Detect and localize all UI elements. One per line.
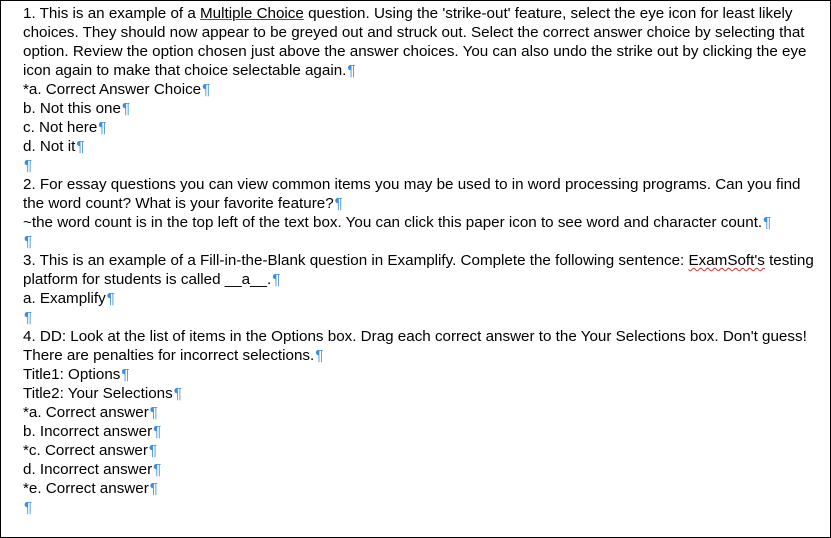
question-4-stem: [23, 327, 823, 365]
choice-text: d. Incorrect answer: [23, 461, 153, 478]
question-2-number: 2.: [23, 176, 36, 193]
question-1-choice-c: [23, 118, 823, 137]
pilcrow-icon: ¶: [24, 499, 33, 516]
empty-paragraph: [23, 156, 823, 175]
question-1-number: 1.: [23, 5, 36, 22]
pilcrow-icon: ¶: [347, 62, 356, 79]
question-1-choice-b: [23, 99, 823, 118]
pilcrow-icon: ¶: [121, 366, 130, 383]
pilcrow-icon: ¶: [173, 385, 182, 402]
choice-text: *e. Correct answer: [23, 480, 149, 497]
choice-text: a. Examplify: [23, 290, 106, 307]
empty-paragraph: [23, 232, 823, 251]
question-4-choice-b: [23, 422, 823, 441]
pilcrow-icon: ¶: [202, 81, 211, 98]
choice-text: b. Incorrect answer: [23, 423, 153, 440]
question-3-choice-a: [23, 289, 823, 308]
choice-text: d. Not it: [23, 138, 76, 155]
title-text: Title1: Options: [23, 366, 121, 383]
answer-text: ~the word count is in the top left of the text box. You can click this paper icon to see word and character count.: [23, 214, 763, 231]
question-3-text-b: testing platform for students is called __a__.: [23, 252, 814, 288]
question-4-title-2: [23, 384, 823, 403]
pilcrow-icon: ¶: [98, 119, 107, 136]
question-1-choice-a: [23, 80, 823, 99]
pilcrow-icon: ¶: [148, 442, 158, 459]
question-4-text: DD: Look at the list of items in the Options box. Drag each correct answer to the Your Selections box. Don't guess! There are penalties for incorrect selections.: [23, 328, 807, 364]
pilcrow-icon: ¶: [315, 347, 324, 364]
choice-text: *a. Correct answer: [23, 404, 149, 421]
question-1-text-b: question. Using the 'strike-out' feature, select the eye icon for least likely choices. They should now appear to be greyed out and struck out. Select the correct answer choice by selecting that option. Review the option chosen just above the answer choices. You can also undo the strike out by clicking the eye icon again to make that choice selectable again.: [23, 5, 807, 79]
choice-text: *a. Correct Answer Choice: [23, 81, 202, 98]
empty-paragraph: [23, 498, 823, 517]
question-3-number: 3.: [23, 252, 36, 269]
title-text: Title2: Your Selections: [23, 385, 173, 402]
pilcrow-icon: ¶: [149, 480, 158, 497]
question-4-title-1: [23, 365, 823, 384]
empty-paragraph: [23, 308, 823, 327]
question-4-choice-a: [23, 403, 823, 422]
pilcrow-icon: ¶: [272, 271, 281, 288]
question-4-choice-d: [23, 460, 823, 479]
pilcrow-icon: ¶: [763, 214, 772, 231]
pilcrow-icon: ¶: [121, 100, 131, 117]
pilcrow-icon: ¶: [153, 423, 162, 440]
question-2-text: For essay questions you can view common items you may be used to in word processing programs. Can you find the word count? What is your favorite feature?: [23, 176, 801, 212]
document-body[interactable]: [23, 4, 823, 517]
pilcrow-icon: ¶: [149, 404, 158, 421]
question-4-choice-c: [23, 441, 823, 460]
question-4-number: 4.: [23, 328, 36, 345]
question-3-text: This is an example of a Fill-in-the-Blank question in Examplify. Complete the following sentence:: [35, 252, 689, 269]
question-1-stem: [23, 4, 823, 80]
pilcrow-icon: ¶: [76, 138, 85, 155]
question-3-stem: [23, 251, 823, 289]
pilcrow-icon: ¶: [153, 461, 162, 478]
choice-text: c. Not here: [23, 119, 98, 136]
pilcrow-icon: ¶: [24, 309, 33, 326]
pilcrow-icon: ¶: [106, 290, 115, 307]
multiple-choice-link[interactable]: Multiple Choice: [200, 5, 304, 22]
question-2-stem: [23, 175, 823, 213]
pilcrow-icon: ¶: [24, 157, 33, 174]
question-1-choice-d: [23, 137, 823, 156]
pilcrow-icon: ¶: [24, 233, 33, 250]
question-2-answer: [23, 213, 823, 232]
question-4-choice-e: [23, 479, 823, 498]
choice-text: b. Not this one: [23, 100, 121, 117]
question-1-text-a: This is an example of a: [35, 5, 201, 22]
pilcrow-icon: ¶: [334, 195, 343, 212]
choice-text: *c. Correct answer: [23, 442, 148, 459]
spelling-flagged-word[interactable]: ExamSoft's: [688, 252, 765, 269]
